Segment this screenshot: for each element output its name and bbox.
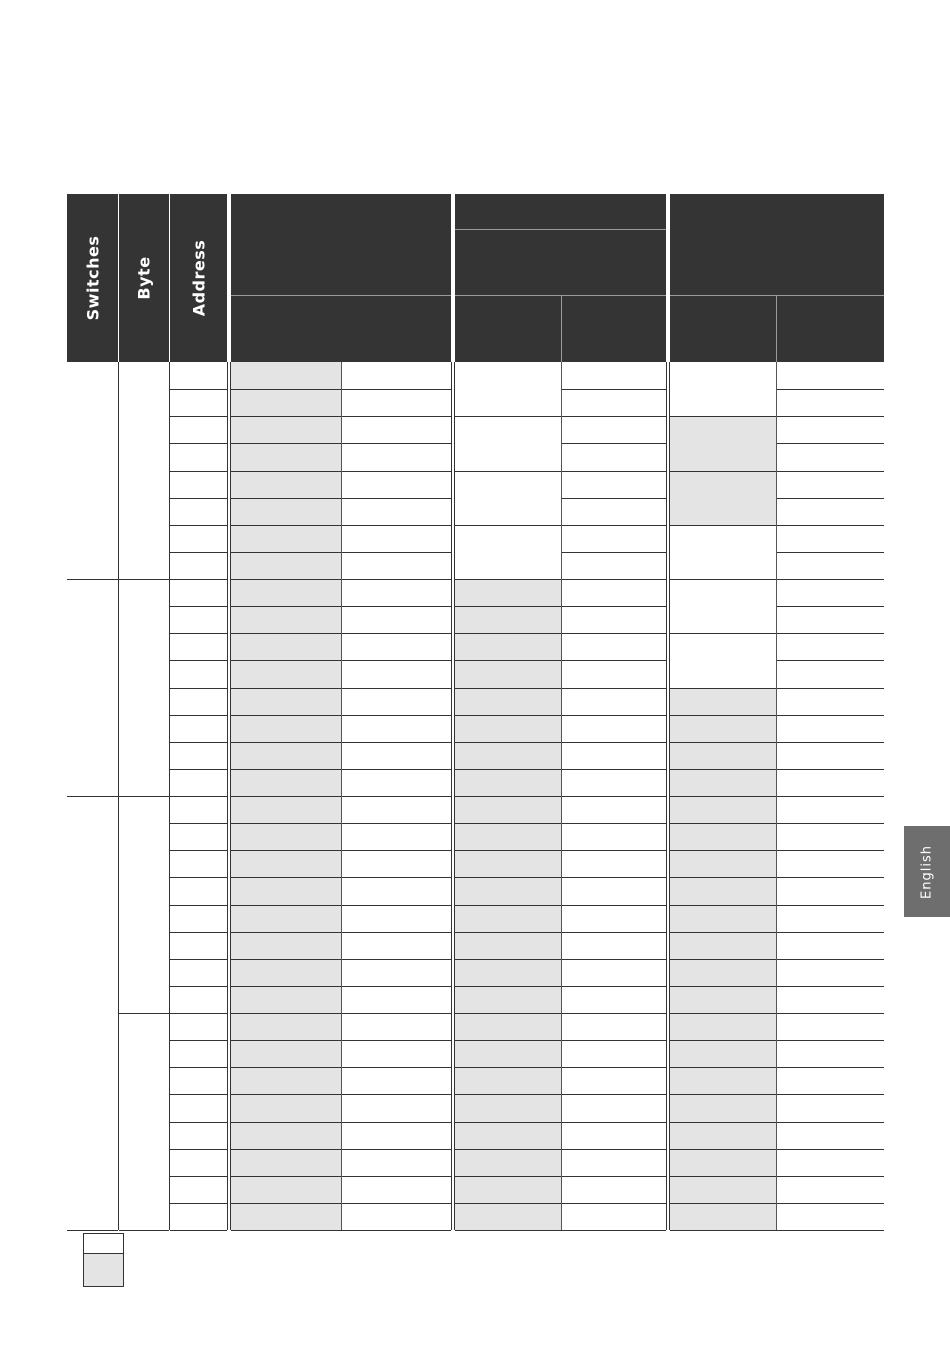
- row-rule: [776, 633, 884, 634]
- row-rule: [455, 905, 561, 906]
- row-rule: [776, 1230, 884, 1231]
- row-rule: [170, 1122, 227, 1123]
- row-rule: [170, 498, 227, 499]
- row-rule: [561, 932, 666, 933]
- row-rule: [170, 688, 227, 689]
- column-rule: [454, 362, 455, 1230]
- row-rule: [670, 769, 776, 770]
- table-cell-shaded: [455, 1040, 561, 1068]
- row-rule: [455, 633, 561, 634]
- table-cell-shaded: [670, 742, 776, 770]
- header-address: [170, 194, 227, 362]
- table-cell-shaded: [455, 579, 561, 607]
- row-rule: [561, 823, 666, 824]
- row-rule: [455, 986, 561, 987]
- row-rule: [561, 715, 666, 716]
- row-rule: [455, 1230, 561, 1231]
- row-rule: [561, 986, 666, 987]
- row-rule: [561, 606, 666, 607]
- table-cell-shaded: [670, 877, 776, 905]
- table-cell-shaded: [455, 796, 561, 824]
- table-cell-shaded: [455, 769, 561, 797]
- row-rule: [170, 525, 227, 526]
- table-cell-shaded: [231, 742, 341, 770]
- row-rule: [670, 905, 776, 906]
- table-cell-shaded: [670, 986, 776, 1014]
- row-rule: [455, 1122, 561, 1123]
- table-cell-shaded: [231, 443, 341, 471]
- row-rule: [455, 823, 561, 824]
- column-rule: [666, 362, 667, 1230]
- table-cell-shaded: [455, 1203, 561, 1231]
- column-rule: [669, 362, 670, 1230]
- header-byte-label: Byte: [134, 256, 154, 300]
- row-rule: [455, 1040, 561, 1041]
- row-rule: [561, 1149, 666, 1150]
- table-cell-shaded: [455, 905, 561, 933]
- row-rule: [561, 660, 666, 661]
- row-rule: [170, 1094, 227, 1095]
- table-cell-shaded: [455, 1067, 561, 1095]
- table-cell-shaded: [231, 877, 341, 905]
- table-cell-shaded: [231, 959, 341, 987]
- row-rule: [670, 1230, 776, 1231]
- row-rule: [170, 389, 227, 390]
- table-cell-shaded: [670, 796, 776, 824]
- row-rule: [776, 1203, 884, 1204]
- row-rule: [170, 715, 227, 716]
- row-rule: [561, 1013, 666, 1014]
- row-rule: [455, 1094, 561, 1095]
- table-cell-shaded: [231, 471, 341, 499]
- column-rule: [451, 362, 452, 1230]
- row-rule: [670, 715, 776, 716]
- table-cell-shaded: [231, 1203, 341, 1231]
- row-rule: [170, 877, 227, 878]
- row-rule: [119, 1013, 169, 1014]
- row-rule: [776, 1094, 884, 1095]
- row-rule: [561, 498, 666, 499]
- row-rule: [561, 1067, 666, 1068]
- row-rule: [170, 606, 227, 607]
- row-rule: [67, 579, 118, 580]
- row-rule: [170, 742, 227, 743]
- row-rule: [170, 579, 227, 580]
- table-cell-shaded: [670, 498, 776, 526]
- table-cell-shaded: [670, 823, 776, 851]
- row-rule: [670, 1094, 776, 1095]
- table-cell-shaded: [670, 1122, 776, 1150]
- row-rule: [170, 823, 227, 824]
- language-tab[interactable]: [904, 826, 950, 917]
- table-cell-shaded: [231, 579, 341, 607]
- column-rule: [341, 362, 342, 1230]
- row-rule: [170, 552, 227, 553]
- row-rule: [776, 850, 884, 851]
- row-rule: [670, 823, 776, 824]
- table-cell-shaded: [231, 1013, 341, 1041]
- row-rule: [776, 823, 884, 824]
- row-rule: [776, 660, 884, 661]
- row-rule: [670, 1203, 776, 1204]
- row-rule: [561, 443, 666, 444]
- row-rule: [455, 742, 561, 743]
- table-cell-shaded: [231, 416, 341, 444]
- table-cell-shaded: [231, 552, 341, 580]
- column-rule: [230, 362, 231, 1230]
- row-rule: [170, 471, 227, 472]
- table-cell-shaded: [670, 1203, 776, 1231]
- header-group-a: [231, 194, 451, 362]
- table-cell-shaded: [231, 905, 341, 933]
- table-cell-shaded: [231, 606, 341, 634]
- table-cell-shaded: [231, 932, 341, 960]
- table-cell-shaded: [231, 498, 341, 526]
- row-rule: [776, 1176, 884, 1177]
- table-cell-shaded: [670, 1013, 776, 1041]
- row-rule: [670, 742, 776, 743]
- table-cell-shaded: [455, 986, 561, 1014]
- row-rule: [776, 769, 884, 770]
- row-rule: [776, 796, 884, 797]
- table-cell-shaded: [231, 1094, 341, 1122]
- table-cell-shaded: [670, 688, 776, 716]
- row-rule: [776, 986, 884, 987]
- row-rule: [67, 1230, 118, 1231]
- row-rule: [455, 959, 561, 960]
- row-rule: [561, 1040, 666, 1041]
- row-rule: [561, 525, 666, 526]
- table-cell-shaded: [670, 471, 776, 499]
- row-rule: [776, 1122, 884, 1123]
- table-cell-shaded: [231, 715, 341, 743]
- row-rule: [670, 1013, 776, 1014]
- table-cell-shaded: [455, 823, 561, 851]
- row-rule: [170, 443, 227, 444]
- row-rule: [776, 1067, 884, 1068]
- table-cell-shaded: [455, 688, 561, 716]
- row-rule: [776, 742, 884, 743]
- row-rule: [170, 416, 227, 417]
- row-rule: [670, 525, 776, 526]
- row-rule: [776, 877, 884, 878]
- table-cell-shaded: [670, 959, 776, 987]
- row-rule: [561, 769, 666, 770]
- column-rule: [118, 362, 119, 1230]
- row-rule: [455, 525, 561, 526]
- header-divider: [561, 296, 562, 362]
- row-rule: [170, 850, 227, 851]
- table-cell-shaded: [455, 1094, 561, 1122]
- row-rule: [455, 877, 561, 878]
- table-cell-shaded: [670, 1094, 776, 1122]
- table-cell-shaded: [231, 1149, 341, 1177]
- row-rule: [561, 1230, 666, 1231]
- row-rule: [670, 1176, 776, 1177]
- row-rule: [776, 389, 884, 390]
- table-cell-shaded: [670, 443, 776, 471]
- row-rule: [67, 796, 118, 797]
- legend-shaded-swatch: [83, 1253, 124, 1287]
- column-rule: [561, 362, 562, 1230]
- table-cell-shaded: [455, 660, 561, 688]
- row-rule: [170, 959, 227, 960]
- row-rule: [170, 1067, 227, 1068]
- row-rule: [455, 1149, 561, 1150]
- table-cell-shaded: [231, 986, 341, 1014]
- row-rule: [776, 932, 884, 933]
- row-rule: [776, 552, 884, 553]
- table-cell-shaded: [670, 932, 776, 960]
- row-rule: [670, 877, 776, 878]
- row-rule: [455, 606, 561, 607]
- table-cell-shaded: [231, 1040, 341, 1068]
- row-rule: [670, 1149, 776, 1150]
- row-rule: [455, 932, 561, 933]
- row-rule: [561, 579, 666, 580]
- row-rule: [170, 1040, 227, 1041]
- table-cell-shaded: [670, 1067, 776, 1095]
- table-cell-shaded: [670, 416, 776, 444]
- row-rule: [561, 633, 666, 634]
- table-cell-shaded: [455, 850, 561, 878]
- header-switches-label: Switches: [83, 235, 102, 321]
- row-rule: [670, 579, 776, 580]
- row-rule: [670, 633, 776, 634]
- legend-unshaded-swatch: [83, 1233, 124, 1254]
- row-rule: [455, 796, 561, 797]
- row-rule: [170, 932, 227, 933]
- table-cell-shaded: [455, 959, 561, 987]
- row-rule: [776, 471, 884, 472]
- row-rule: [455, 688, 561, 689]
- row-rule: [455, 715, 561, 716]
- row-rule: [776, 688, 884, 689]
- row-rule: [455, 416, 561, 417]
- table-cell-shaded: [231, 389, 341, 417]
- row-rule: [455, 1067, 561, 1068]
- row-rule: [670, 416, 776, 417]
- row-rule: [119, 1230, 169, 1231]
- row-rule: [561, 905, 666, 906]
- table-cell-shaded: [670, 905, 776, 933]
- row-rule: [561, 1203, 666, 1204]
- row-rule: [561, 1094, 666, 1095]
- row-rule: [561, 877, 666, 878]
- header-divider: [776, 296, 777, 362]
- header-divider: [670, 295, 884, 296]
- row-rule: [561, 796, 666, 797]
- table-cell-shaded: [231, 1122, 341, 1150]
- row-rule: [455, 1013, 561, 1014]
- row-rule: [776, 715, 884, 716]
- header-byte: [119, 194, 169, 362]
- row-rule: [670, 932, 776, 933]
- row-rule: [776, 525, 884, 526]
- row-rule: [170, 905, 227, 906]
- row-rule: [776, 1149, 884, 1150]
- language-tab-label: English: [919, 844, 935, 899]
- row-rule: [776, 606, 884, 607]
- row-rule: [561, 552, 666, 553]
- row-rule: [776, 416, 884, 417]
- row-rule: [670, 1040, 776, 1041]
- table-cell-shaded: [455, 1122, 561, 1150]
- row-rule: [170, 986, 227, 987]
- row-rule: [776, 1040, 884, 1041]
- table-cell-shaded: [231, 769, 341, 797]
- row-rule: [455, 850, 561, 851]
- row-rule: [561, 688, 666, 689]
- table-cell-shaded: [231, 1176, 341, 1204]
- row-rule: [670, 986, 776, 987]
- table-cell-shaded: [231, 633, 341, 661]
- row-rule: [561, 471, 666, 472]
- row-rule: [776, 579, 884, 580]
- header-group-c: [670, 194, 884, 362]
- row-rule: [170, 1149, 227, 1150]
- row-rule: [455, 471, 561, 472]
- table-cell-shaded: [231, 850, 341, 878]
- table-cell-shaded: [670, 850, 776, 878]
- table-cell-shaded: [670, 1149, 776, 1177]
- row-rule: [670, 959, 776, 960]
- row-rule: [561, 1122, 666, 1123]
- table-cell-shaded: [231, 362, 341, 390]
- table-cell-shaded: [455, 1013, 561, 1041]
- row-rule: [231, 1230, 451, 1231]
- row-rule: [170, 1203, 227, 1204]
- row-rule: [561, 1176, 666, 1177]
- table-cell-shaded: [231, 796, 341, 824]
- header-divider: [455, 229, 666, 230]
- table-cell-shaded: [231, 660, 341, 688]
- table-cell-shaded: [231, 525, 341, 553]
- table-cell-shaded: [231, 823, 341, 851]
- table-cell-shaded: [455, 932, 561, 960]
- row-rule: [170, 769, 227, 770]
- row-rule: [561, 389, 666, 390]
- table-cell-shaded: [670, 715, 776, 743]
- row-rule: [455, 1176, 561, 1177]
- row-rule: [170, 1230, 227, 1231]
- row-rule: [170, 1176, 227, 1177]
- header-switches: [67, 194, 118, 362]
- row-rule: [455, 660, 561, 661]
- row-rule: [561, 416, 666, 417]
- table-cell-shaded: [670, 1176, 776, 1204]
- table-cell-shaded: [455, 1176, 561, 1204]
- row-rule: [776, 959, 884, 960]
- table-cell-shaded: [455, 1149, 561, 1177]
- table-cell-shaded: [455, 606, 561, 634]
- row-rule: [455, 1203, 561, 1204]
- row-rule: [119, 796, 169, 797]
- row-rule: [119, 579, 169, 580]
- row-rule: [170, 660, 227, 661]
- table-cell-shaded: [231, 688, 341, 716]
- row-rule: [776, 905, 884, 906]
- row-rule: [455, 579, 561, 580]
- row-rule: [561, 959, 666, 960]
- row-rule: [170, 1013, 227, 1014]
- table-cell-shaded: [455, 633, 561, 661]
- row-rule: [670, 1067, 776, 1068]
- row-rule: [170, 796, 227, 797]
- row-rule: [670, 471, 776, 472]
- column-rule: [776, 362, 777, 1230]
- table-cell-shaded: [455, 877, 561, 905]
- column-rule: [227, 362, 228, 1230]
- row-rule: [670, 688, 776, 689]
- row-rule: [776, 498, 884, 499]
- row-rule: [670, 1122, 776, 1123]
- table-cell-shaded: [231, 1067, 341, 1095]
- table-cell-shaded: [670, 1040, 776, 1068]
- row-rule: [670, 850, 776, 851]
- header-address-label: Address: [189, 239, 208, 317]
- column-rule: [169, 362, 170, 1230]
- row-rule: [776, 443, 884, 444]
- row-rule: [670, 796, 776, 797]
- row-rule: [455, 769, 561, 770]
- row-rule: [776, 1013, 884, 1014]
- row-rule: [561, 742, 666, 743]
- table-cell-shaded: [455, 715, 561, 743]
- table-cell-shaded: [455, 742, 561, 770]
- header-divider: [231, 295, 451, 296]
- row-rule: [561, 850, 666, 851]
- row-rule: [170, 633, 227, 634]
- table-cell-shaded: [670, 769, 776, 797]
